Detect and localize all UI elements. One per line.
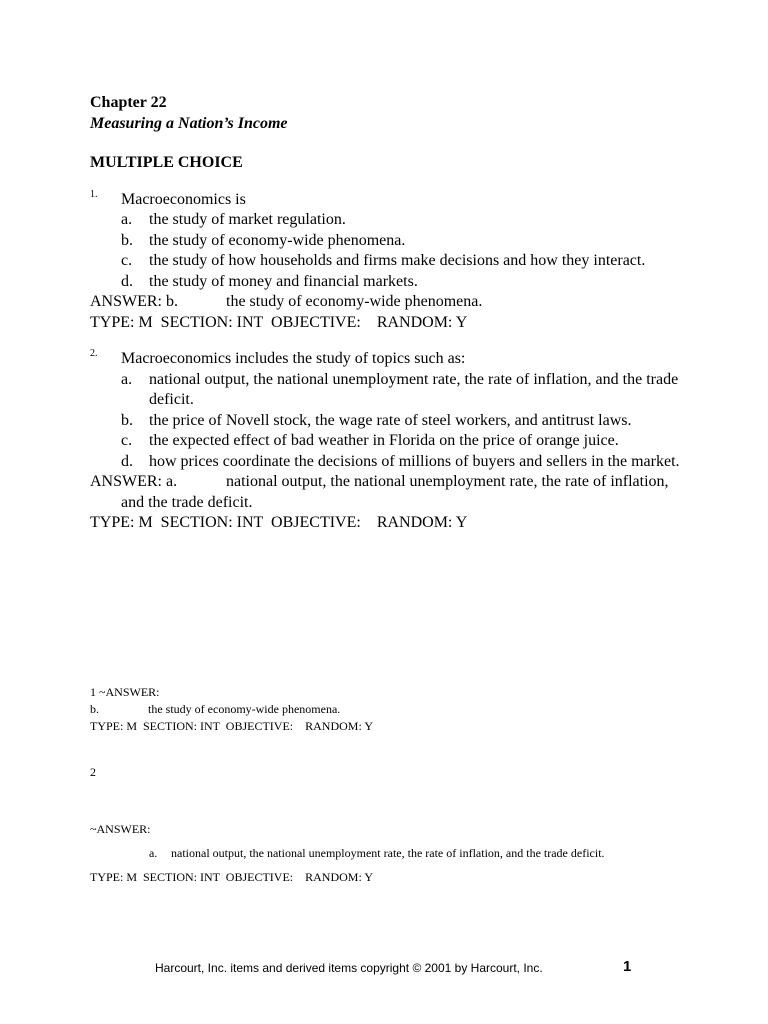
- answer-text: the study of economy-wide phenomena.: [226, 293, 483, 310]
- footnote-answer: [90, 701, 690, 718]
- choice-text: the expected effect of bad weather in Florida on the price of orange juice.: [149, 432, 619, 449]
- choice-text: the study of money and financial markets.: [149, 272, 418, 290]
- chapter-title: Chapter 22: [90, 94, 167, 111]
- choice-letter: d.: [121, 272, 133, 290]
- question-meta: TYPE: M SECTION: INT OBJECTIVE: RANDOM: Y: [90, 313, 468, 331]
- page-footer: [0, 958, 768, 978]
- choice-letter: a.: [121, 370, 133, 388]
- footnote-text: the study of economy-wide phenomena.: [148, 702, 341, 716]
- choice-list: [90, 370, 690, 473]
- choice-letter: b.: [121, 411, 133, 429]
- footnote-1: [90, 684, 690, 735]
- choice-a: [90, 210, 690, 231]
- footnote-letter: a.: [149, 846, 158, 860]
- question-1: [90, 190, 690, 334]
- main-content: [90, 93, 690, 534]
- footnote-meta: TYPE: M SECTION: INT OBJECTIVE: RANDOM: Y: [90, 870, 374, 884]
- answer-line: [90, 292, 690, 313]
- footnote-label: 1 ~ANSWER:: [90, 685, 160, 699]
- footnote-meta: TYPE: M SECTION: INT OBJECTIVE: RANDOM: Y: [90, 719, 374, 733]
- question-2: [90, 349, 690, 534]
- question-number: 1.: [90, 188, 98, 200]
- footnotes: [90, 684, 690, 886]
- choice-list: [90, 210, 690, 292]
- section-heading: MULTIPLE CHOICE: [90, 154, 243, 171]
- choice-letter: b.: [121, 231, 133, 249]
- choice-text: national output, the national unemployment rate, the rate of inflation, and the trade deficit.: [149, 370, 679, 408]
- answer-label: ANSWER: a.: [90, 473, 178, 490]
- question-meta: TYPE: M SECTION: INT OBJECTIVE: RANDOM: Y: [90, 514, 468, 531]
- choice-letter: c.: [121, 252, 133, 269]
- question-number: 2.: [90, 348, 98, 359]
- choice-c: [90, 251, 690, 272]
- choice-c: [90, 431, 690, 452]
- choice-letter: a.: [121, 211, 133, 228]
- page-number: 1: [623, 958, 632, 975]
- choice-d: [90, 272, 690, 293]
- choice-text: the study of economy-wide phenomena.: [149, 231, 406, 249]
- choice-text: the study of how households and firms make decisions and how they interact.: [149, 252, 646, 269]
- choice-letter: c.: [121, 432, 133, 449]
- footer-copyright: Harcourt, Inc. items and derived items copyright © 2001 by Harcourt, Inc.: [155, 961, 543, 975]
- answer-line: [90, 472, 690, 513]
- footnote-letter: b.: [90, 702, 99, 716]
- chapter-subtitle: Measuring a Nation’s Income: [90, 114, 288, 132]
- answer-label: ANSWER: b.: [90, 293, 178, 310]
- choice-a: [90, 370, 690, 411]
- footnote-label: ~ANSWER:: [90, 822, 151, 836]
- choice-text: how prices coordinate the decisions of millions of buyers and sellers in the market.: [149, 452, 680, 470]
- footnote-text: national output, the national unemployment rate, the rate of inflation, and the trade deficit.: [171, 846, 605, 860]
- question-stem: 2. Macroeconomics includes the study of topics such as:: [90, 349, 690, 370]
- question-stem: 1. Macroeconomics is: [90, 190, 690, 211]
- choice-d: [90, 452, 690, 473]
- choice-text: the study of market regulation.: [149, 211, 346, 228]
- footnote-answer: [90, 845, 690, 862]
- choice-text: the price of Novell stock, the wage rate of steel workers, and antitrust laws.: [149, 411, 632, 429]
- choice-b: [90, 231, 690, 252]
- choice-letter: d.: [121, 452, 133, 470]
- choice-b: [90, 411, 690, 432]
- footnote-2: [90, 764, 690, 886]
- answer-text: national output, the national unemployment rate, the rate of inflation, and the trade deficit.: [121, 473, 669, 511]
- footnote-number: 2: [90, 765, 96, 779]
